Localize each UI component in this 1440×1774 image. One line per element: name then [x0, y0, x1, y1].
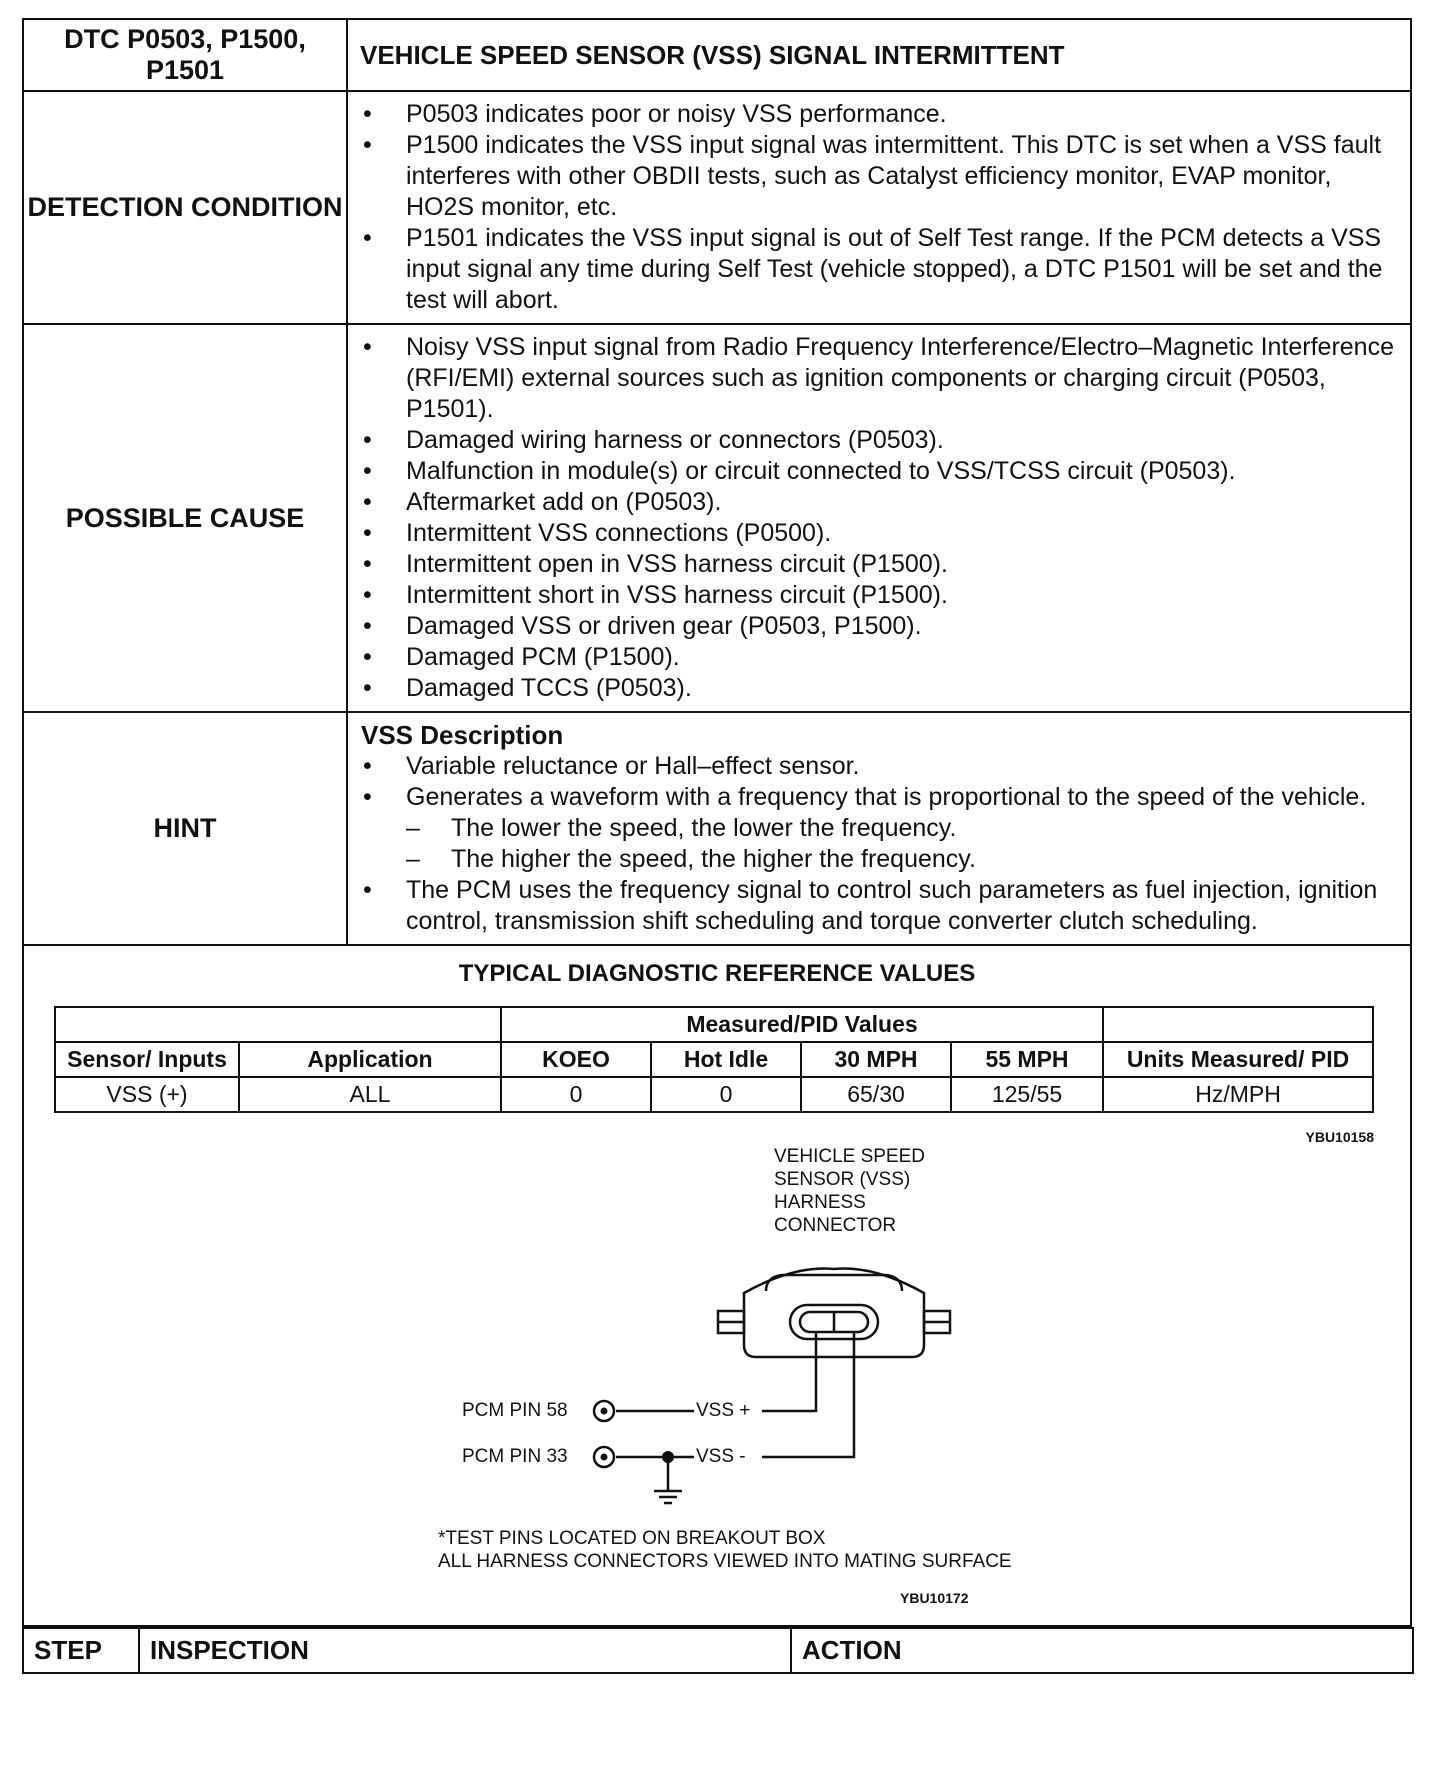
list-item: • Intermittent open in VSS harness circuit (P1500). [361, 549, 1399, 580]
wire-vss-plus [762, 1331, 816, 1411]
detection-label: DETECTION CONDITION [23, 91, 347, 324]
list-item: • Damaged PCM (P1500). [361, 642, 1399, 673]
figure-code: YBU10158 [1305, 1129, 1374, 1145]
table-header: Sensor/ Inputs [55, 1042, 239, 1077]
connector-label-2: SENSOR (VSS) [774, 1169, 911, 1190]
vss-minus-label: VSS - [696, 1446, 746, 1467]
sub-list-item: – The lower the speed, the lower the frequency. [406, 813, 1399, 844]
list-item: • The PCM uses the frequency signal to control such parameters as fuel injection, ignition control, transmission shift scheduling and torque converter clutch scheduling. [361, 875, 1399, 937]
list-item [361, 782, 1399, 875]
list-item: • Intermittent short in VSS harness circuit (P1500). [361, 580, 1399, 611]
wiring-diagram [54, 1145, 1380, 1615]
steps-header [22, 1627, 1414, 1674]
connector-label-1: VEHICLE SPEED [774, 1146, 925, 1167]
list-item: • Damaged wiring harness or connectors (P0503). [361, 425, 1399, 456]
pin33-label: PCM PIN 33 [462, 1446, 568, 1467]
ground-junction [662, 1451, 674, 1463]
table-row [55, 1042, 1373, 1077]
connector-label-4: CONNECTOR [774, 1215, 897, 1236]
cause-content [347, 324, 1411, 712]
list-item: • Damaged VSS or driven gear (P0503, P1500). [361, 611, 1399, 642]
column-action: ACTION [791, 1628, 1413, 1673]
table-cell: ALL [239, 1077, 501, 1112]
list-item-text: Generates a waveform with a frequency that is proportional to the speed of the vehicle. [406, 783, 1367, 811]
note-line-1: *TEST PINS LOCATED ON BREAKOUT BOX [438, 1528, 826, 1549]
dtc-table [22, 18, 1412, 1627]
table-cell: 125/55 [951, 1077, 1103, 1112]
table-header: Application [239, 1042, 501, 1077]
table-cell: Hz/MPH [1103, 1077, 1373, 1112]
list-item: • Noisy VSS input signal from Radio Frequency Interference/Electro–Magnetic Interference (RFI/EMI) external sources such as ignition components or charging circuit (P0503, P1501). [361, 332, 1399, 425]
list-item: • P1500 indicates the VSS input signal was intermittent. This DTC is set when a VSS fault interferes with other OBDII tests, such as Catalyst efficiency monitor, EVAP monitor, HO2S monitor, etc. [361, 130, 1399, 223]
table-header: Hot Idle [651, 1042, 801, 1077]
table-header: 30 MPH [801, 1042, 951, 1077]
note-line-2: ALL HARNESS CONNECTORS VIEWED INTO MATING SURFACE [438, 1551, 1012, 1572]
diagram-code: YBU10172 [900, 1590, 969, 1606]
sub-list-item: – The higher the speed, the higher the frequency. [406, 844, 1399, 875]
hint-label: HINT [23, 712, 347, 945]
table-header: 55 MPH [951, 1042, 1103, 1077]
list-item: • Damaged TCCS (P0503). [361, 673, 1399, 704]
table-row [55, 1077, 1373, 1112]
connector-latch [766, 1275, 902, 1291]
vss-plus-label: VSS + [696, 1400, 751, 1421]
table-cell: 0 [651, 1077, 801, 1112]
reference-title: TYPICAL DIAGNOSTIC REFERENCE VALUES [458, 960, 976, 987]
header-row [23, 19, 1411, 91]
table-header-blank [55, 1007, 501, 1042]
pin58-label: PCM PIN 58 [462, 1400, 568, 1421]
connector-label-3: HARNESS [774, 1192, 866, 1213]
list-item: • Aftermarket add on (P0503). [361, 487, 1399, 518]
cause-row [23, 324, 1411, 712]
reference-values-table [54, 1006, 1374, 1113]
table-cell: 65/30 [801, 1077, 951, 1112]
table-row [23, 1628, 1413, 1673]
table-header-blank [1103, 1007, 1373, 1042]
dtc-page [22, 18, 1412, 1674]
hint-heading: VSS Description [361, 720, 564, 750]
hint-content [347, 712, 1411, 945]
list-item: • P0503 indicates poor or noisy VSS performance. [361, 99, 1399, 130]
page-title: VEHICLE SPEED SENSOR (VSS) SIGNAL INTERMITTENT [347, 19, 1411, 91]
list-item: • P1501 indicates the VSS input signal is out of Self Test range. If the PCM detects a VSS input signal any time during Self Test (vehicle stopped), a DTC P1501 will be set and the test will abort. [361, 223, 1399, 316]
reference-section [23, 945, 1411, 1626]
table-header: Units Measured/ PID [1103, 1042, 1373, 1077]
detection-row [23, 91, 1411, 324]
table-cell: VSS (+) [55, 1077, 239, 1112]
table-header-group: Measured/PID Values [501, 1007, 1103, 1042]
column-step: STEP [23, 1628, 139, 1673]
list-item: • Variable reluctance or Hall–effect sensor. [361, 751, 1399, 782]
column-inspection: INSPECTION [139, 1628, 791, 1673]
table-cell: 0 [501, 1077, 651, 1112]
table-header: KOEO [501, 1042, 651, 1077]
wire-vss-minus [762, 1331, 854, 1457]
list-item: • Intermittent VSS connections (P0500). [361, 518, 1399, 549]
cause-label: POSSIBLE CAUSE [23, 324, 347, 712]
detection-content [347, 91, 1411, 324]
reference-row [23, 945, 1411, 1626]
list-item: • Malfunction in module(s) or circuit connected to VSS/TCSS circuit (P0503). [361, 456, 1399, 487]
table-row [55, 1007, 1373, 1042]
hint-row [23, 712, 1411, 945]
dtc-codes: DTC P0503, P1500, P1501 [23, 19, 347, 91]
